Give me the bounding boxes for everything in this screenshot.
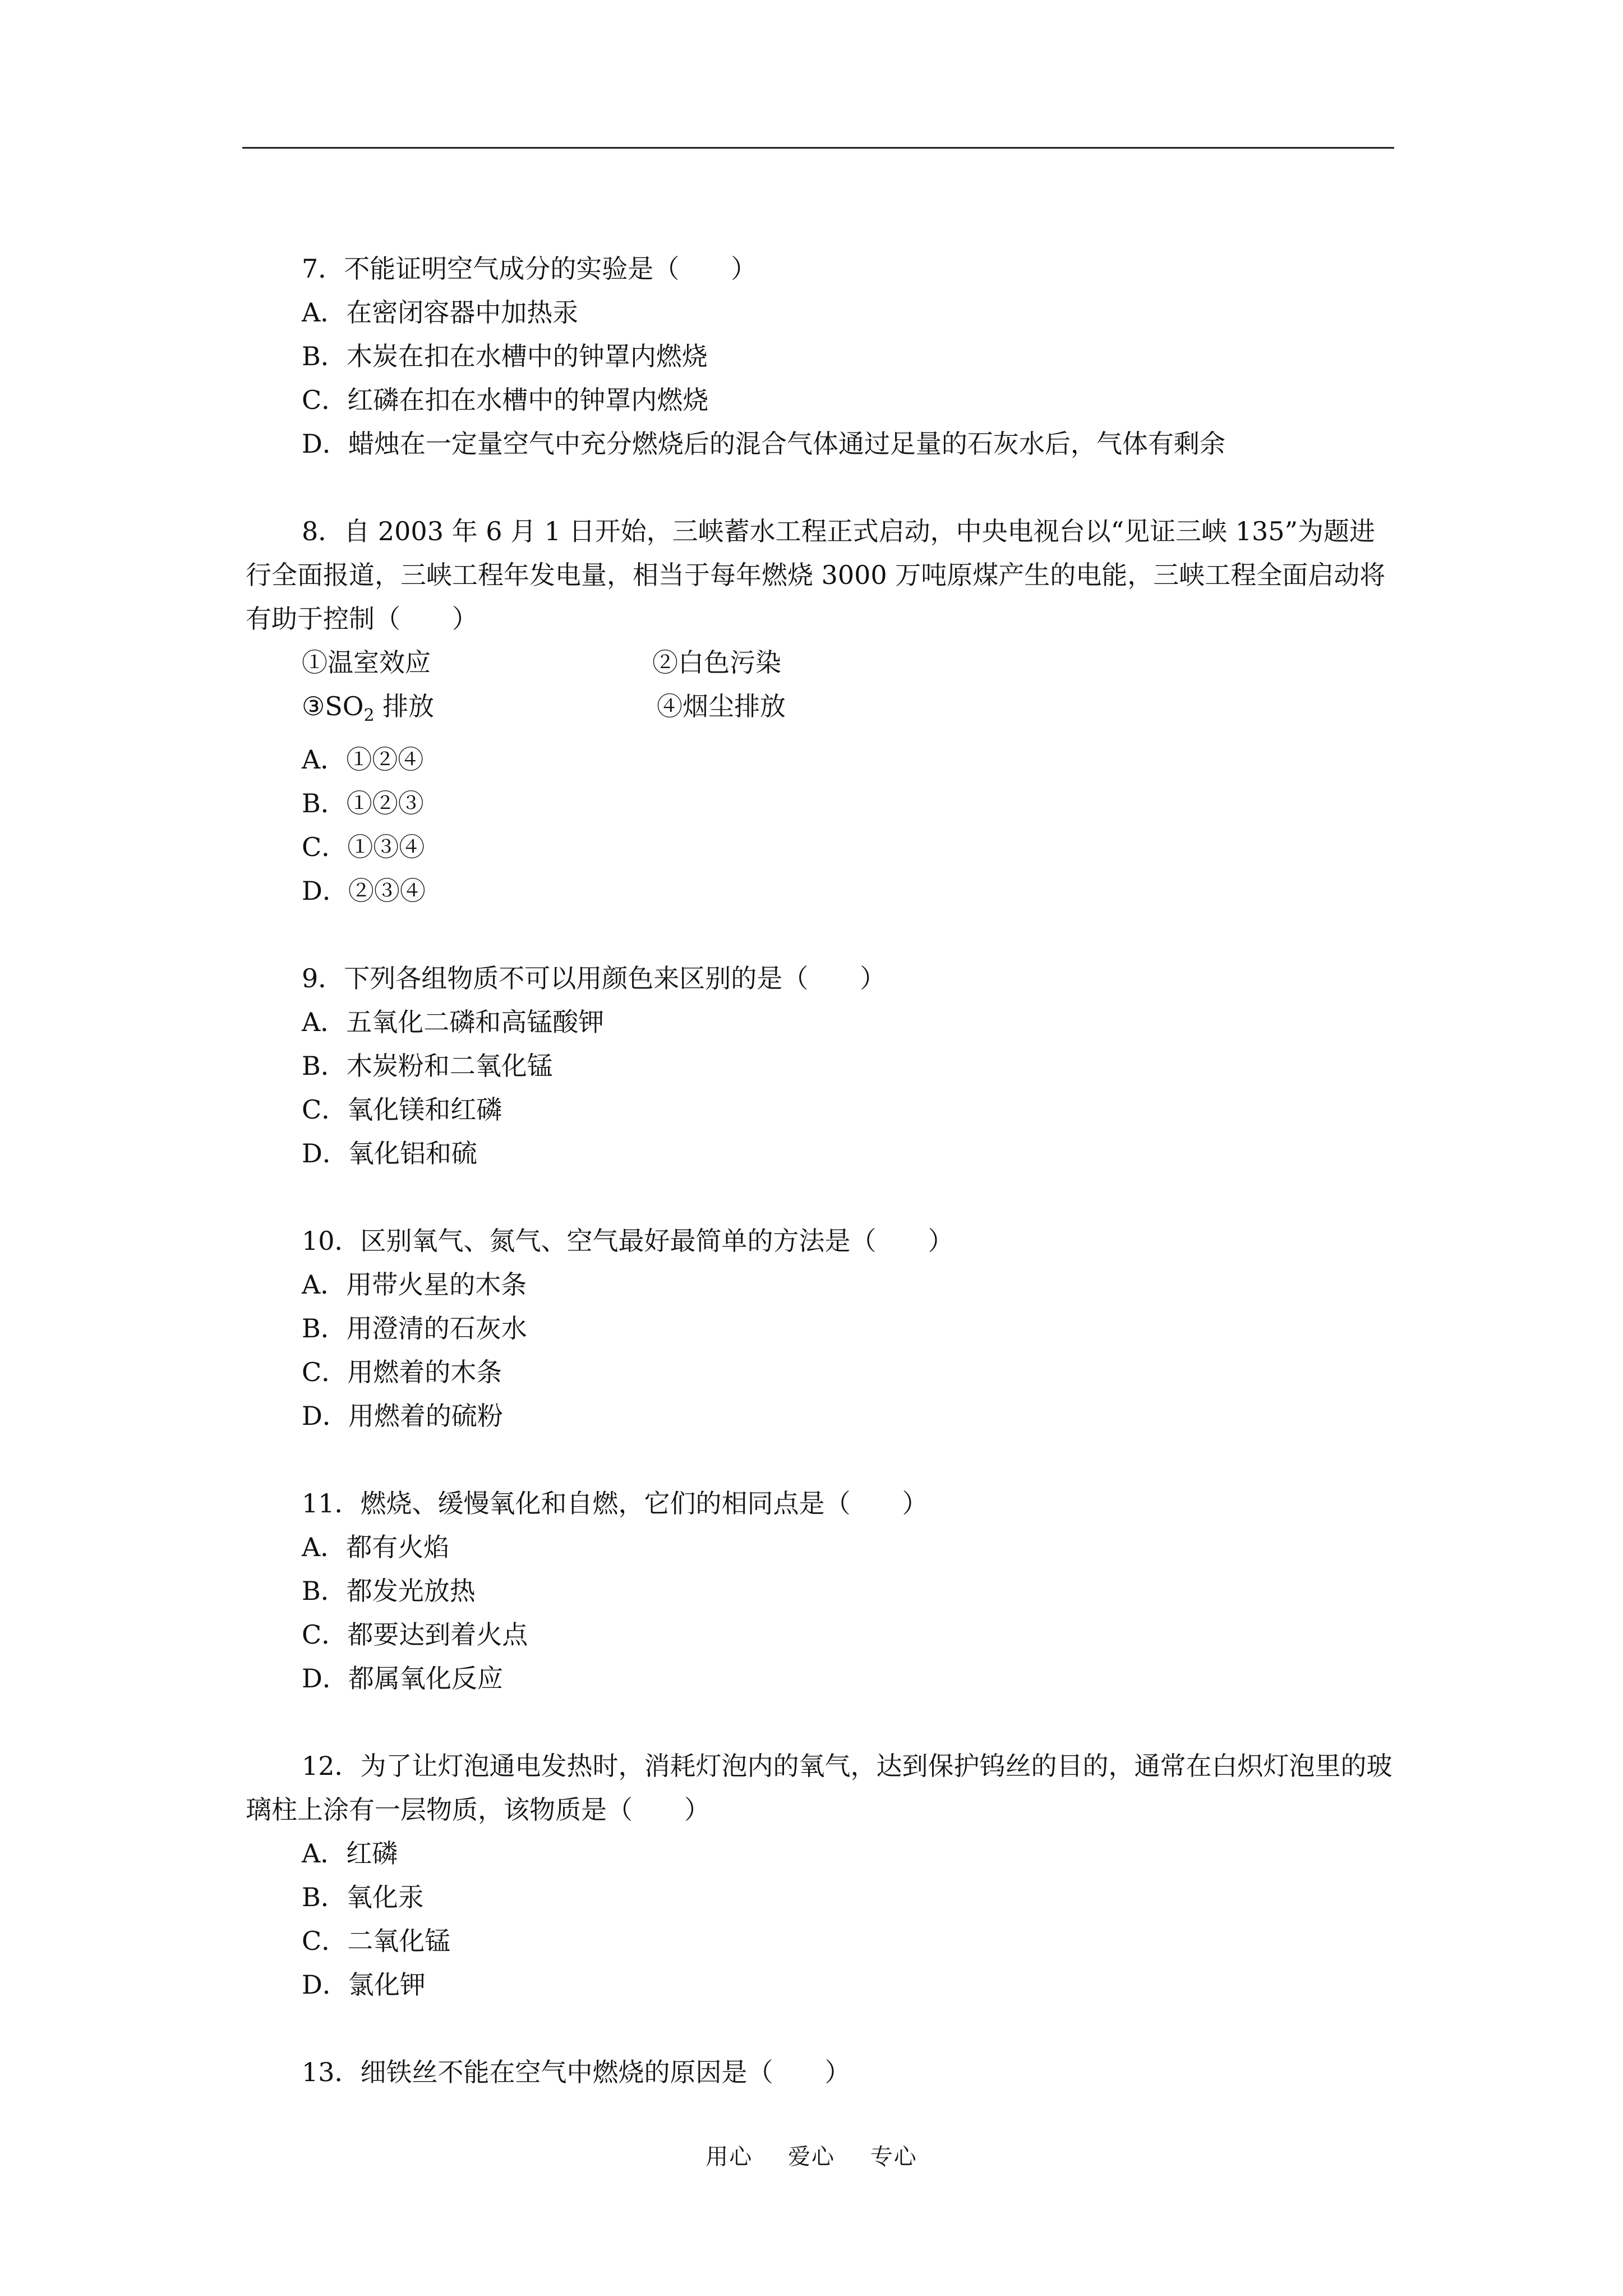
question-7 bbox=[246, 247, 1395, 466]
question-10 bbox=[246, 1219, 1395, 1438]
option-c: C．①③④ bbox=[302, 832, 425, 863]
question-stem: 7．不能证明空气成分的实验是（ ） bbox=[302, 254, 757, 284]
option-c: C．都要达到着火点 bbox=[302, 1619, 528, 1650]
option-d: D．氧化铝和硫 bbox=[302, 1138, 477, 1169]
item-4: ④烟尘排放 bbox=[657, 691, 786, 721]
question-9 bbox=[246, 956, 1395, 1175]
header-rule bbox=[242, 147, 1394, 149]
option-b: B．氧化汞 bbox=[302, 1882, 424, 1913]
item-2: ②白色污染 bbox=[652, 647, 781, 678]
question-11 bbox=[246, 1481, 1395, 1700]
option-d: D．用燃着的硫粉 bbox=[302, 1401, 503, 1432]
question-8 bbox=[246, 509, 1395, 913]
question-stem: 12．为了让灯泡通电发热时，消耗灯泡内的氧气，达到保护钨丝的目的，通常在白炽灯泡里的玻璃柱上涂有一层物质，该物质是（ ） bbox=[246, 1751, 1393, 1825]
question-12 bbox=[246, 1744, 1395, 2007]
page-footer bbox=[0, 2140, 1623, 2174]
question-stem: 9．下列各组物质不可以用颜色来区别的是（ ） bbox=[302, 963, 886, 994]
item-3-formula: ③SO bbox=[302, 691, 364, 721]
option-d: D．②③④ bbox=[302, 876, 426, 907]
option-b: B．①②③ bbox=[302, 788, 424, 819]
option-c: C．用燃着的木条 bbox=[302, 1357, 502, 1388]
option-a: A．①②④ bbox=[302, 744, 424, 775]
item-3-subscript: 2 bbox=[363, 706, 375, 726]
item-row-1 bbox=[302, 641, 1395, 684]
item-3-label: 排放 bbox=[374, 691, 435, 721]
footer-word: 爱心 bbox=[788, 2144, 835, 2170]
option-a: A．都有火焰 bbox=[302, 1532, 450, 1563]
option-d: D．氯化钾 bbox=[302, 1970, 426, 2000]
item-3 bbox=[302, 684, 652, 738]
question-stem: 13．细铁丝不能在空气中燃烧的原因是（ ） bbox=[302, 2057, 851, 2088]
question-13 bbox=[246, 2050, 1395, 2094]
question-stem: 11．燃烧、缓慢氧化和自燃，它们的相同点是（ ） bbox=[302, 1488, 928, 1519]
question-list bbox=[246, 247, 1395, 2138]
option-a: A．红磷 bbox=[302, 1838, 398, 1869]
footer-word: 用心 bbox=[706, 2144, 753, 2170]
option-d: D．都属氧化反应 bbox=[302, 1663, 503, 1694]
option-b: B．用澄清的石灰水 bbox=[302, 1313, 527, 1344]
option-c: C．二氧化锰 bbox=[302, 1926, 451, 1957]
option-a: A．用带火星的木条 bbox=[302, 1269, 527, 1300]
option-c: C．红磷在扣在水槽中的钟罩内燃烧 bbox=[302, 385, 709, 415]
option-a: A．五氧化二磷和高锰酸钾 bbox=[302, 1007, 605, 1038]
option-d: D．蜡烛在一定量空气中充分燃烧后的混合气体通过足量的石灰水后，气体有剩余 bbox=[302, 429, 1225, 459]
question-stem: 10．区别氧气、氮气、空气最好最简单的方法是（ ） bbox=[302, 1226, 954, 1257]
option-b: B．木炭粉和二氧化锰 bbox=[302, 1051, 553, 1082]
question-stem: 8．自 2003 年 6 月 1 日开始，三峡蓄水工程正式启动，中央电视台以“见证三峡 135”为题进行全面报道，三峡工程年发电量，相当于每年燃烧 3000 万吨原煤产生的电能，三峡工程全面启动将有助于控制（ ） bbox=[246, 516, 1386, 634]
option-c: C．氧化镁和红磷 bbox=[302, 1094, 502, 1125]
option-b: B．都发光放热 bbox=[302, 1576, 476, 1607]
item-1: ①温室效应 bbox=[302, 647, 431, 678]
option-b: B．木炭在扣在水槽中的钟罩内燃烧 bbox=[302, 341, 708, 371]
item-row-2 bbox=[302, 684, 1395, 738]
option-a: A．在密闭容器中加热汞 bbox=[302, 297, 579, 328]
footer-word: 专心 bbox=[870, 2144, 917, 2170]
